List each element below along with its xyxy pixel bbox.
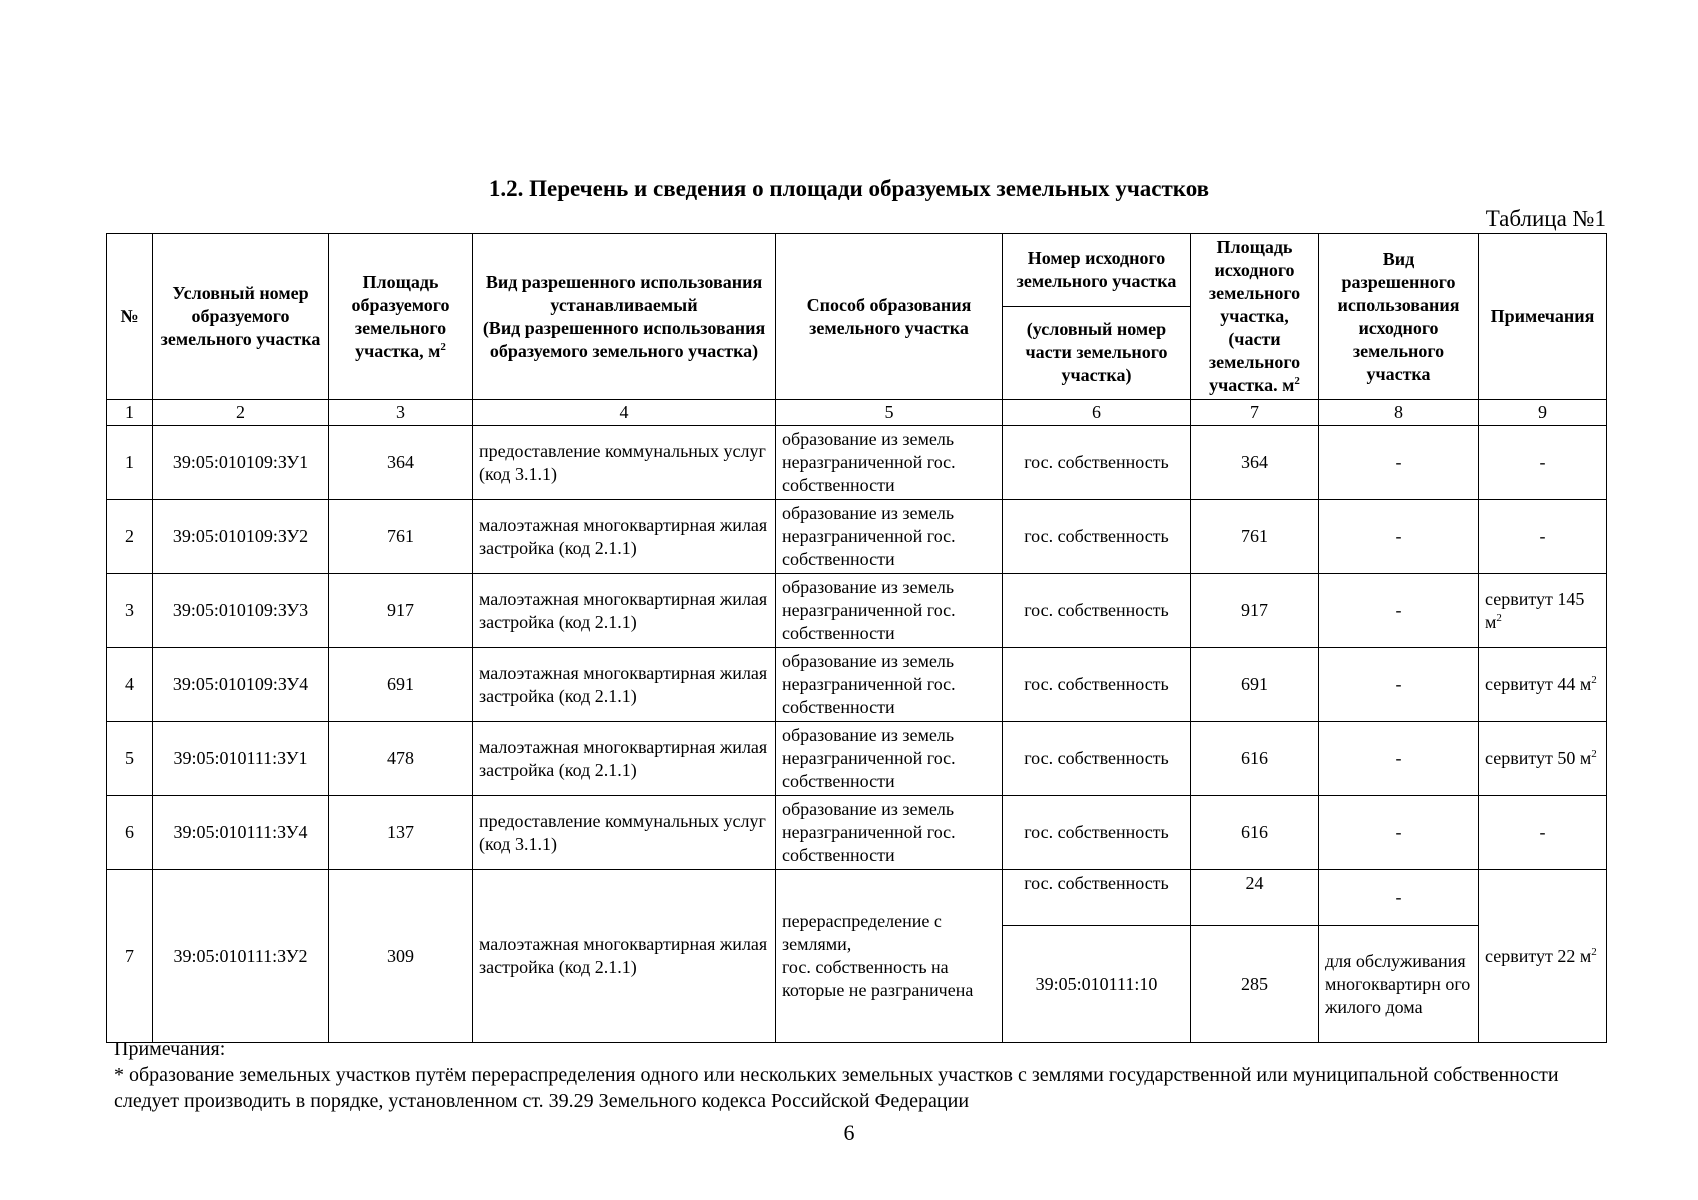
cell-plot-id: 39:05:010109:ЗУ1	[153, 426, 329, 500]
table-row	[107, 574, 1607, 648]
header-formation-method: Способ образования земельного участка	[776, 234, 1003, 400]
cell-formation-method: образование из земель неразграниченной гос. собственности	[776, 796, 1003, 870]
cell-source-use: -	[1319, 574, 1479, 648]
cell-formation-method: образование из земель неразграниченной гос. собственности	[776, 648, 1003, 722]
cell-note-sup: 2	[1496, 611, 1502, 624]
cell-note-text: -	[1539, 452, 1546, 472]
notes-text: * образование земельных участков путём перераспределения одного или нескольких земельных участков с землями государственной или муниципальной собственности следует производить в порядке, установленном ст. 39.29 Земельного кодекса Российской Федерации	[114, 1064, 1559, 1112]
cell-number: 3	[107, 574, 153, 648]
cell-source: гос. собственность	[1003, 426, 1191, 500]
cell-source: гос. собственность	[1003, 796, 1191, 870]
cell-note-sup: 2	[1591, 945, 1597, 958]
header-source-part: (условный номер части земельного участка)	[1003, 306, 1191, 399]
cell-source-area: 616	[1191, 796, 1319, 870]
cell-source: гос. собственность	[1003, 574, 1191, 648]
cell-note	[1479, 574, 1607, 648]
cell-source: гос. собственность	[1003, 722, 1191, 796]
cell-note-text: -	[1539, 526, 1546, 546]
cell-number: 5	[107, 722, 153, 796]
col-number: 2	[153, 400, 329, 426]
cell-plot-id: 39:05:010111:ЗУ4	[153, 796, 329, 870]
col-number: 1	[107, 400, 153, 426]
cell-note-text: -	[1539, 822, 1546, 842]
cell-source-use: -	[1319, 796, 1479, 870]
header-source-area-text: Площадь исходного земельного участка, (части земельного участка. м	[1208, 237, 1301, 395]
header-source-number: Номер исходного земельного участка	[1003, 234, 1191, 307]
header-notes: Примечания	[1479, 234, 1607, 400]
land-plots-table	[106, 233, 1607, 1043]
cell-source-area: 364	[1191, 426, 1319, 500]
page-title: 1.2. Перечень и сведения о площади образуемых земельных участков	[488, 176, 1210, 201]
header-source-area-sup: 2	[1294, 375, 1300, 387]
cell-plot-id: 39:05:010109:ЗУ3	[153, 574, 329, 648]
cell-number: 4	[107, 648, 153, 722]
cell-note-text: сервитут 44 м	[1485, 674, 1592, 694]
col-number: 4	[473, 400, 776, 426]
cell-source-area: 691	[1191, 648, 1319, 722]
cell-source-area: 917	[1191, 574, 1319, 648]
cell-permitted-use: предоставление коммунальных услуг (код 3.1.1)	[473, 426, 776, 500]
table-row	[107, 426, 1607, 500]
header-source-area	[1191, 234, 1319, 400]
cell-plot-id: 39:05:010109:ЗУ2	[153, 500, 329, 574]
table-number: Таблица №1	[1485, 206, 1606, 231]
cell-source-use: -	[1319, 426, 1479, 500]
cell-note-sup: 2	[1591, 674, 1597, 686]
cell-source-area: 616	[1191, 722, 1319, 796]
cell-note-sup: 2	[1591, 748, 1597, 760]
header-number: №	[107, 234, 153, 400]
cell-plot-id: 39:05:010111:ЗУ2	[153, 870, 329, 1043]
header-permitted-use	[473, 234, 776, 400]
cell-note	[1479, 648, 1607, 722]
col-number: 6	[1003, 400, 1191, 426]
table-row	[107, 648, 1607, 722]
cell-note	[1479, 426, 1607, 500]
cell-note-text: сервитут 145 м	[1485, 588, 1585, 632]
cell-note	[1479, 722, 1607, 796]
header-plot-area-sup: 2	[440, 340, 446, 353]
cell-source-area: 761	[1191, 500, 1319, 574]
cell-permitted-use: предоставление коммунальных услуг (код 3.1.1)	[473, 796, 776, 870]
col-number: 3	[329, 400, 473, 426]
cell-source-use: для обслуживания многоквартирн ого жилого дома	[1319, 926, 1479, 1043]
col-number: 9	[1479, 400, 1607, 426]
cell-source-use: -	[1319, 722, 1479, 796]
cell-plot-id: 39:05:010111:ЗУ1	[153, 722, 329, 796]
cell-source: гос. собственность	[1003, 648, 1191, 722]
cell-number: 1	[107, 426, 153, 500]
col-number: 5	[776, 400, 1003, 426]
column-number-row	[107, 400, 1607, 426]
cell-source: 39:05:010111:10	[1003, 926, 1191, 1043]
header-plot-area-text: Площадь образуемого земельного участка, м	[351, 271, 450, 361]
cell-source-area: 285	[1191, 926, 1319, 1043]
cell-source: гос. собственность	[1003, 870, 1191, 926]
cell-plot-area: 364	[329, 426, 473, 500]
notes-heading: Примечания:	[114, 1038, 226, 1060]
cell-permitted-use: малоэтажная многоквартирная жилая застройка (код 2.1.1)	[473, 648, 776, 722]
cell-plot-id: 39:05:010109:ЗУ4	[153, 648, 329, 722]
cell-note-text: сервитут 50 м	[1485, 748, 1592, 768]
cell-formation-method: образование из земель неразграниченной гос. собственности	[776, 500, 1003, 574]
col-number: 7	[1191, 400, 1319, 426]
cell-permitted-use: малоэтажная многоквартирная жилая застройка (код 2.1.1)	[473, 870, 776, 1043]
cell-plot-area: 137	[329, 796, 473, 870]
header-row	[107, 234, 1607, 307]
header-source-use: Вид разрешенного использования исходного земельного участка	[1319, 234, 1479, 400]
cell-source-area: 24	[1191, 870, 1319, 926]
cell-permitted-use: малоэтажная многоквартирная жилая застройка (код 2.1.1)	[473, 574, 776, 648]
cell-number: 7	[107, 870, 153, 1043]
table-row	[107, 796, 1607, 870]
header-permitted-use-main: Вид разрешенного использования устанавливаемый	[485, 271, 763, 315]
cell-plot-area: 917	[329, 574, 473, 648]
cell-source-use: -	[1319, 870, 1479, 926]
cell-number: 2	[107, 500, 153, 574]
cell-note	[1479, 870, 1607, 1043]
cell-number: 6	[107, 796, 153, 870]
cell-plot-area: 761	[329, 500, 473, 574]
cell-formation-method: образование из земель неразграниченной гос. собственности	[776, 722, 1003, 796]
table-row	[107, 500, 1607, 574]
cell-formation-method: образование из земель неразграниченной гос. собственности	[776, 426, 1003, 500]
page-number: 6	[843, 1120, 855, 1145]
cell-plot-area: 691	[329, 648, 473, 722]
header-plot-area	[329, 234, 473, 400]
col-number: 8	[1319, 400, 1479, 426]
cell-source-use: -	[1319, 648, 1479, 722]
notes-section	[114, 1036, 1604, 1114]
cell-formation-method: перераспределение с землями, гос. собственность на которые не разграничена	[776, 870, 1003, 1043]
cell-permitted-use: малоэтажная многоквартирная жилая застройка (код 2.1.1)	[473, 722, 776, 796]
cell-plot-area: 478	[329, 722, 473, 796]
cell-source-use: -	[1319, 500, 1479, 574]
cell-note	[1479, 796, 1607, 870]
header-permitted-use-sub: (Вид разрешенного использования образуемого земельного участка)	[482, 317, 766, 361]
header-plot-id: Условный номер образуемого земельного участка	[153, 234, 329, 400]
table-row-7a	[107, 870, 1607, 926]
cell-formation-method: образование из земель неразграниченной гос. собственности	[776, 574, 1003, 648]
cell-note	[1479, 500, 1607, 574]
cell-source: гос. собственность	[1003, 500, 1191, 574]
table-row	[107, 722, 1607, 796]
cell-permitted-use: малоэтажная многоквартирная жилая застройка (код 2.1.1)	[473, 500, 776, 574]
cell-note-text: сервитут 22 м	[1485, 945, 1592, 966]
cell-plot-area: 309	[329, 870, 473, 1043]
